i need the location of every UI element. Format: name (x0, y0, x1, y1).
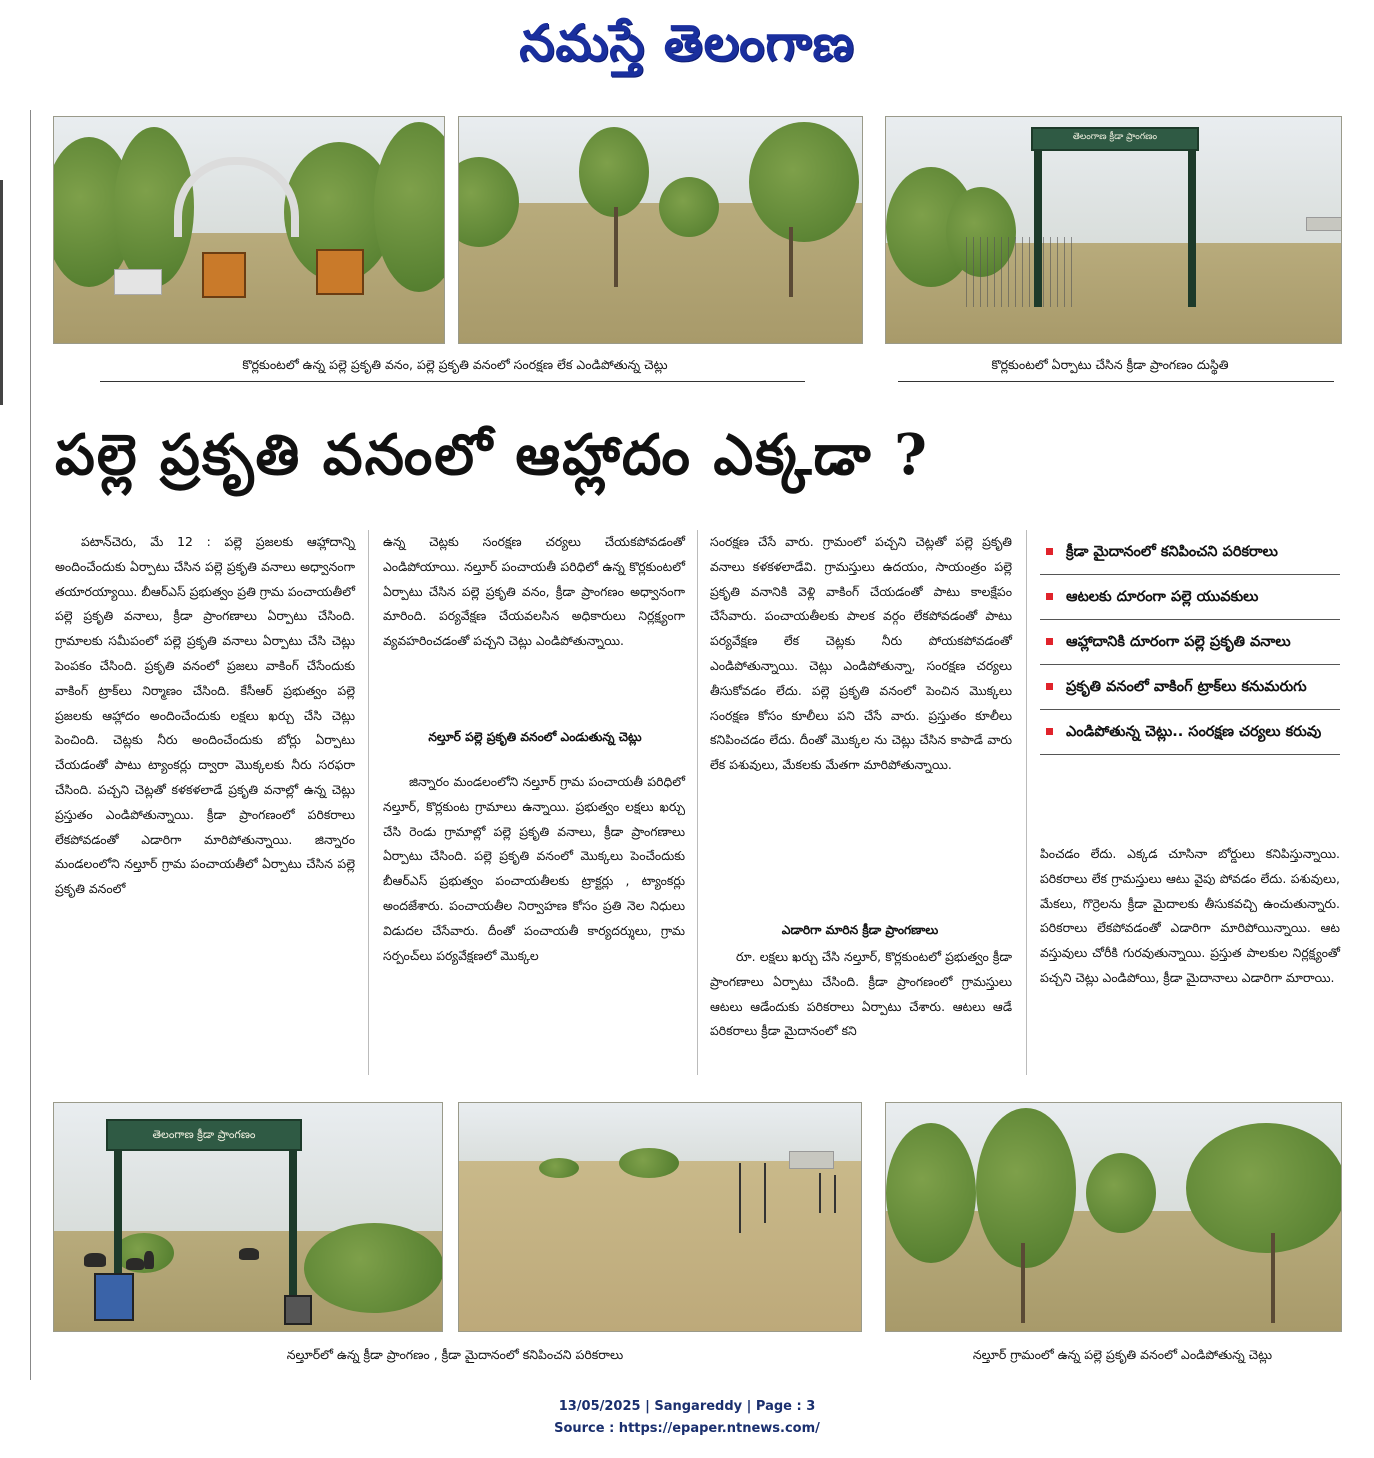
article-paragraph: పించడం లేదు. ఎక్కడ చూసినా బోర్డులు కనిపిస్తున్నాయి. పరికరాలు లేక గ్రామస్తులు ఆటు వైపు పోవడం లేదు. పశువులు, మేకలు, గొర్రెలను క్రీడా మైదాలకు తీసుకవచ్చి ఉంచుతున్నారు. పరికరాలు లేకపోవడంతో ఎడారిగా మారిపోయిన్నాయి. ఆట వస్తువులు చోరీకి గురవుతున్నాయి. ప్రస్తుత పాలకుల నిర్లక్ష్యంతో పచ్చని చెట్లు ఎండిపోయి, క్రీడా మైదానాలు ఎడారిగా మారాయి. (1040, 846, 1340, 985)
article-column-2b (383, 770, 685, 1080)
masthead-title: నమస్తే తెలంగాణ (519, 13, 855, 72)
highlight-item: ప్రకృతి వనంలో వాకింగ్ ట్రాక్‌లు కనుమరుగు (1040, 665, 1340, 710)
highlight-item: ఎండిపోతున్న చెట్లు.. సంరక్షణ చర్యలు కరువు (1040, 710, 1340, 755)
article-paragraph: సంరక్షణ చేసే వారు. గ్రామంలో పచ్చని చెట్లతో పల్లె ప్రకృతి వనాలు కళకళలాడేవి. గ్రామస్తులు ఉదయం, సాయంత్రం పల్లె ప్రకృతి వనానికి వెళ్లి వాకింగ్ చేయడంతో పాటు కాలక్షేపం చేసేవారు. పంచాయతీలకు పాలక వర్గం లేకపోవడంతో పాటు పర్యవేక్షణ లేక చెట్లకు నీరు పోయకపోవడంతో ఎండిపోతున్నాయి. చెట్లు ఎండిపోతున్నా, సంరక్షణ చర్యలు తీసుకోవడం లేదు. పల్లె ప్రకృతి వనంలో పెంచిన మొక్కలు సంరక్షణ కోసం కూలీలు పని చేసే వారు. ప్రస్తుతం కూలీలు కనిపించడం లేదు. దీంతో మొక్కల ను చెట్లు చేసిన కాపాడే వారు లేక పశువులు, మేకలకు మేతగా మారిపోతున్నాయి. (710, 534, 1012, 773)
footer-source-link[interactable]: Source : https://epaper.ntnews.com/ (554, 1421, 820, 1436)
article-column-1 (55, 530, 355, 1080)
caption-rule (100, 381, 805, 382)
article-paragraph: రూ. లక్షలు ఖర్చు చేసి నల్తూర్, కొర్లకుంటలో ప్రభుత్వం క్రీడా ప్రాంగణాలు ఏర్పాటు చేసింది. క్రీడా ప్రాంగణంలో గ్రామస్తులు ఆటలు ఆడేందుకు పరికరాలు ఏర్పాటు చేశారు. ఆటలు ఆడే పరికరాలు క్రీడా మైదానంలో కని (710, 949, 1012, 1039)
subhead-nalthur: నల్తూర్ పల్లె ప్రకృతి వనంలో ఎండుతున్న చెట్లు (428, 730, 642, 744)
bullet-square-icon (1046, 638, 1053, 645)
article-column-2a (383, 530, 685, 730)
caption-top-left: కొర్లకుంటలో ఉన్న పల్లె ప్రకృతి వనం, పల్లె ప్రకృతి వనంలో సంరక్షణ లేక ఎండిపోతున్న చెట్లు (242, 357, 668, 372)
sports-ground-sign: తెలంగాణ క్రీడా ప్రాంగణం (106, 1119, 302, 1151)
bullet-square-icon (1046, 683, 1053, 690)
highlight-item: ఆహ్లాదానికి దూరంగా పల్లె ప్రకృతి వనాలు (1040, 620, 1340, 665)
caption-bottom-right: నల్తూర్ గ్రామంలో ఉన్న పల్లె ప్రకృతి వనంలో ఎండిపోతున్న చెట్లు (972, 1347, 1273, 1362)
article-paragraph: ఉన్న చెట్లకు సంరక్షణ చర్యలు చేయకపోవడంతో ఎండిపోయాయి. నల్తూర్ పంచాయతీ పరిధిలో ఉన్న కొర్లకుంటలో ఏర్పాటు చేసిన పల్లె ప్రకృతి వనం, క్రీడా ప్రాంగణం అధ్వానంగా మారింది. పర్యవేక్షణ చేయవలసిన అధికారులు నిర్లక్ష్యంగా వ్యవహరించడంతో పచ్చని చెట్లు ఎండిపోతున్నాయి. (383, 534, 685, 649)
highlight-item: ఆటలకు దూరంగా పల్లె యువకులు (1040, 575, 1340, 620)
sports-ground-sign: తెలంగాణ క్రీడా ప్రాంగణం (1031, 127, 1199, 151)
column-divider (697, 530, 698, 1075)
bullet-square-icon (1046, 593, 1053, 600)
footer-date-edition: 13/05/2025 | Sangareddy | Page : 3 (558, 1399, 816, 1414)
edge-marker (0, 180, 3, 405)
article-column-3a (710, 530, 1012, 910)
photo-drying-trees (458, 116, 863, 344)
highlight-item: క్రీడా మైదానంలో కనిపించని పరికరాలు (1040, 530, 1340, 575)
caption-bottom-left: నల్తూర్‌లో ఉన్న క్రీడా ప్రాంగణం , క్రీడా మైదానంలో కనిపించని పరికరాలు (286, 1347, 624, 1362)
caption-rule (898, 381, 1334, 382)
column-divider (368, 530, 369, 1075)
photo-nalthur-nature-park (885, 1102, 1342, 1332)
article-paragraph: పటాన్‌చెరు, మే 12 : పల్లె ప్రజలకు ఆహ్లాదాన్ని అందించేందుకు ఏర్పాటు చేసిన పల్లె ప్రకృతి వనాలు అధ్వానంగా తయారయ్యాయి. బీఆర్‌ఎస్ ప్రభుత్వం ప్రతి గ్రామ పంచాయతీలో పల్లె ప్రకృతి వనాలు, క్రీడా ప్రాంగణాలు ఏర్పాటు చేసింది. గ్రామాలకు సమీపంలో పల్లె ప్రకృతి వనాలు ఏర్పాటు చేసి చెట్లు పెంపకం చేసింది. ప్రకృతి వనంలో ప్రజలు వాకింగ్ చేసేందుకు వాకింగ్ ట్రాక్‌లు నిర్మాణం చేసింది. కేసీఆర్ ప్రభుత్వం పల్లె ప్రజలకు ఆహ్లాదం అందించేందుకు లక్షలు ఖర్చు చేసి చెట్లు పెంచింది. చెట్లకు నీరు అందించేందుకు బోర్లు ఏర్పాటు చేయడంతో పాటు ట్యాంకర్లు ద్వారా మొక్కలకు నీరు సరఫరా చేసింది. పచ్చని చెట్లతో కళకళలాడే ప్రకృతి వనాల్లో ఉన్న చెట్లు ప్రస్తుతం ఎండిపోతున్నాయి. క్రీడా ప్రాంగణంలో పరికరాలు లేకపోవడంతో ఎడారిగా మారిపోతున్నాయి. జిన్నారం మండలంలోని నల్తూర్ గ్రామ పంచాయతీలో ఏర్పాటు చేసిన పల్లె ప్రకృతి వనంలో (55, 534, 355, 897)
article-headline: పల్లె ప్రకృతి వనంలో ఆహ్లాదం ఎక్కడా ? (55, 422, 929, 488)
photo-korlakunta-sports-ground (885, 116, 1342, 344)
highlights-box (1040, 530, 1340, 755)
photo-empty-playground (458, 1102, 862, 1332)
article-column-4 (1040, 842, 1340, 1082)
article-paragraph: జిన్నారం మండలంలోని నల్తూర్ గ్రామ పంచాయతీ పరిధిలో నల్తూర్, కొర్లకుంట గ్రామాలు ఉన్నాయి. ప్రభుత్వం లక్షలు ఖర్చు చేసి రెండు గ్రామాల్లో పల్లె ప్రకృతి వనాలు, క్రీడా ప్రాంగణాలు ఏర్పాటు చేసింది. పల్లె ప్రకృతి వనంలో మొక్కలు పెంచేందుకు బీఆర్‌ఎస్ ప్రభుత్వం పంచాయతీలకు ట్రాక్టర్లు , ట్యాంకర్లు అందజేశారు. పంచాయతీల నిర్వాహణ కోసం ప్రతి నెల నిధులు విడుదల చేసేవారు. దీంతో పంచాయతీ కార్యదర్శులు, గ్రామ సర్పంచ్‌లు పర్యవేక్షణలో మొక్కల (383, 774, 685, 963)
subhead-sports-grounds: ఎడారిగా మారిన క్రీడా ప్రాంగణాలు (781, 923, 939, 937)
bullet-square-icon (1046, 548, 1053, 555)
caption-top-right: కొర్లకుంటలో ఏర్పాటు చేసిన క్రీడా ప్రాంగణం దుస్థితి (991, 357, 1229, 372)
photo-korlakunta-nature-park-gate (53, 116, 445, 344)
article-column-3b (710, 945, 1012, 1080)
photo-nalthur-sports-ground (53, 1102, 443, 1332)
bullet-square-icon (1046, 728, 1053, 735)
column-divider (1026, 530, 1027, 1075)
